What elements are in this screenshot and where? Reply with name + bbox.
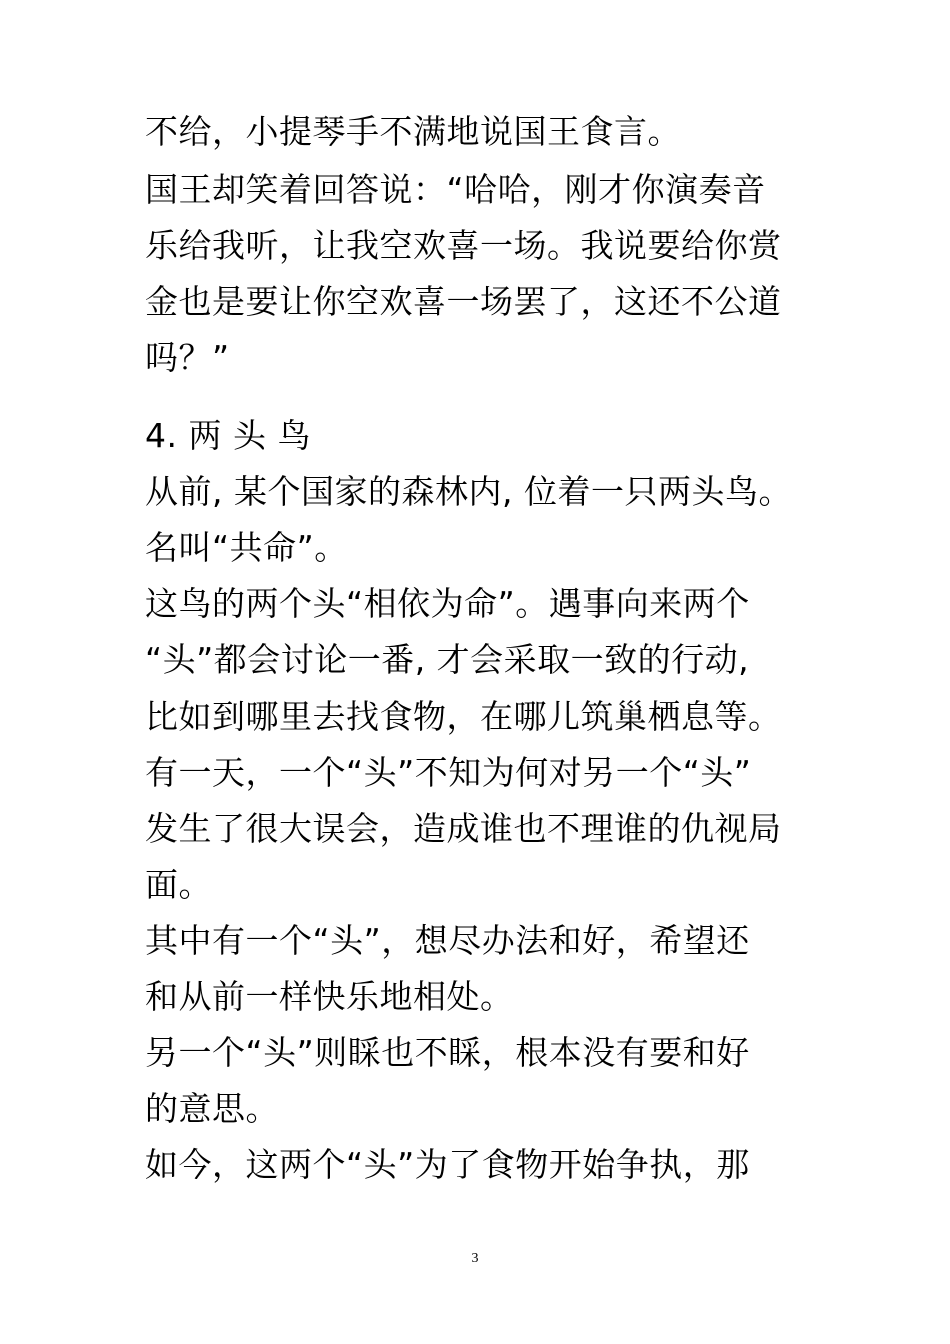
text-line: 乐给我听，让我空欢喜一场。我说要给你赏 <box>145 226 782 265</box>
text-line: 从前, 某个国家的森林内, 位着一只两头鸟。 <box>145 472 792 511</box>
text-line: 面。 <box>145 865 212 904</box>
text-line: “头”都会讨论一番, 才会采取一致的行动, <box>145 640 750 679</box>
text-line: 发生了很大误会，造成谁也不理谁的仇视局 <box>145 809 782 848</box>
text-line: 另一个“头”则睬也不睬，根本没有要和好 <box>145 1033 750 1072</box>
text-line: 和从前一样快乐地相处。 <box>145 977 514 1016</box>
text-line: 这鸟的两个头“相依为命”。遇事向来两个 <box>145 584 750 623</box>
text-line: 比如到哪里去找食物，在哪儿筑巢栖息等。 <box>145 697 782 736</box>
text-line: 其中有一个“头”，想尽办法和好，希望还 <box>145 921 750 960</box>
text-line: 金也是要让你空欢喜一场罢了，这还不公道 <box>145 282 782 321</box>
text-line: 的意思。 <box>145 1089 279 1128</box>
page-number: 3 <box>471 1251 479 1266</box>
text-line: 有一天，一个“头”不知为何对另一个“头” <box>145 753 752 792</box>
text-line: 如今，这两个“头”为了食物开始争执，那 <box>145 1145 750 1184</box>
text-line: 吗？” <box>145 338 230 377</box>
text-line: 不给，小提琴手不满地说国王食言。 <box>145 112 681 151</box>
text-line: 名叫“共命”。 <box>145 528 348 567</box>
text-line: 国王却笑着回答说：“哈哈，刚才你演奏音 <box>145 170 766 209</box>
section-heading: 4. 两 头 鸟 <box>145 416 311 455</box>
